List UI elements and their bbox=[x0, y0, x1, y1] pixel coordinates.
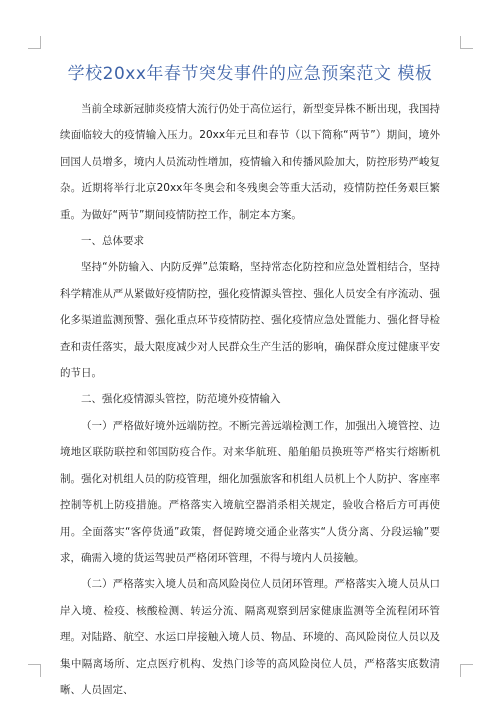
section-heading-2: 二、强化疫情源头管控，防范境外疫情输入 bbox=[81, 393, 281, 406]
crop-mark-bottom-right bbox=[460, 664, 473, 677]
section-2-item-2: （二）严格落实入境人员和高风险岗位人员闭环管理。严格落实入境人员从口岸入境、检疫、核酸检测、转运分流、隔离观察到居家健康监测等全流程闭环管理。对陆路、航空、水运口岸接触入境人员、物品、环境的、高风险岗位人员以及集中隔离场所、定点医疗机构、发热门诊等的高风险岗位人员，严格落实底数清晰、人员固定、 bbox=[60, 578, 440, 696]
section-2-item-1: （一）严格做好境外远端防控。不断完善远端检测工作，加强出入境管控、边境地区联防联控和邻国防疫合作。对来华航班、船舶船员换班等严格实行熔断机制。强化对机组人员的防疫管理，细化加强旅客和机组人员机上个人防护、客座率控制等机上防疫措施。严格落实入境航空器消杀相关规定，验收合格后方可再使用。全面落实“客停货通”政策，督促跨境交通企业落实“人货分离、分段运输”要求，确需入境的货运驾驶员严格闭环管理，不得与境内人员接触。 bbox=[60, 419, 440, 564]
crop-mark-top-left bbox=[28, 36, 41, 49]
document-body bbox=[60, 96, 440, 703]
document-title: 学校20xx年春节突发事件的应急预案范文 模板 bbox=[67, 64, 433, 84]
intro-paragraph: 当前全球新冠肺炎疫情大流行仍处于高位运行，新型变异株不断出现，我国持续面临较大的疫情输入压力。20xx年元旦和春节（以下简称“两节”）期间，境外回国人员增多，境内人员流动性增加，疫情输入和传播风险加大，防控形势严峻复杂。近期将举行北京20xx年冬奥会和冬残奥会等重大活动，疫情防控任务艰巨繁重。为做好“两节”期间疫情防控工作，制定本方案。 bbox=[60, 103, 440, 221]
section-heading-1: 一、总体要求 bbox=[81, 235, 144, 248]
crop-mark-top-right bbox=[460, 36, 473, 49]
crop-mark-bottom-left bbox=[28, 664, 41, 677]
section-1-paragraph: 坚持“外防输入、内防反弹”总策略，坚持常态化防控和应急处置相结合，坚持科学精准从严从紧做好疫情防控，强化疫情源头管控、强化人员安全有序流动、强化多渠道监测预警、强化重点环节疫情防控、强化疫情应急处置能力、强化督导检查和责任落实，最大限度减少对人民群众生产生活的影响，确保群众度过健康平安的节日。 bbox=[60, 261, 440, 380]
